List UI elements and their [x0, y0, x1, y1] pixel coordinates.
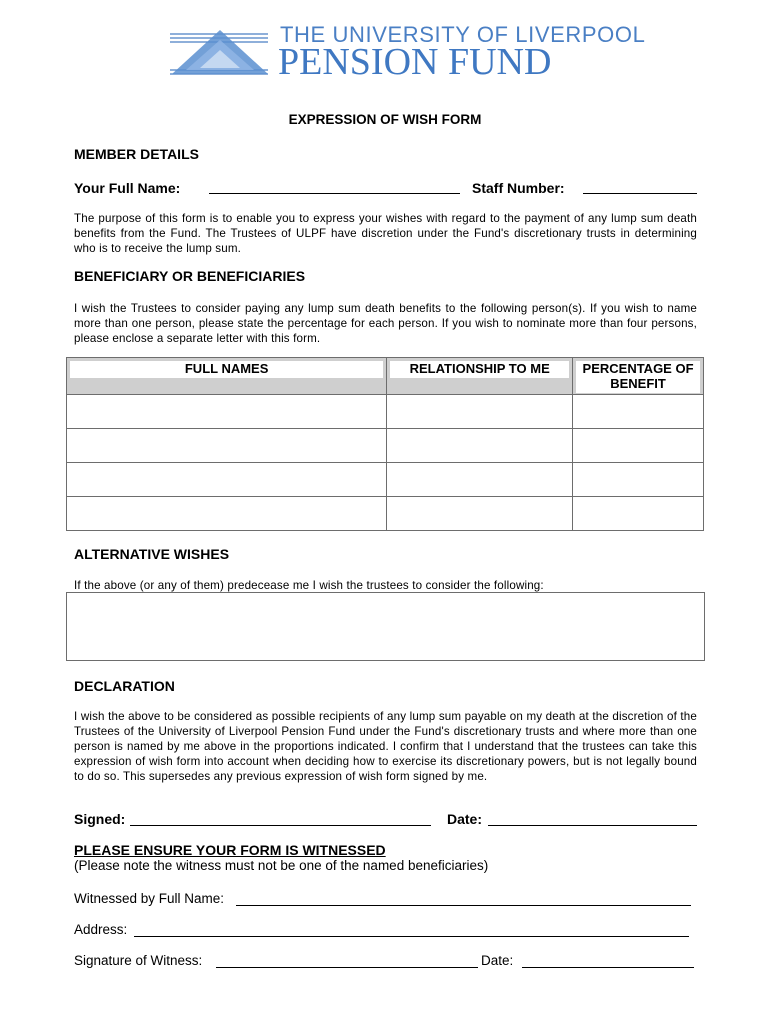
beneficiaries-instructions: I wish the Trustees to consider paying any lump sum death benefits to the following person(s). If you wish to name more than one person, please state the percentage for each person. If you wish to nominate more than four persons, please enclose a separate letter with this form. — [74, 302, 697, 345]
form-title: EXPRESSION OF WISH FORM — [288, 112, 482, 127]
witness-address-field[interactable] — [134, 936, 689, 937]
alternative-wishes-heading: ALTERNATIVE WISHES — [74, 546, 230, 562]
pension-fund-logo — [168, 22, 646, 83]
table-row — [67, 395, 704, 429]
member-details-heading: MEMBER DETAILS — [74, 146, 199, 162]
staff-number-field[interactable] — [583, 193, 697, 194]
date-label: Date: — [447, 811, 483, 827]
beneficiary-name-cell[interactable] — [67, 395, 387, 429]
declaration-heading: DECLARATION — [74, 678, 175, 694]
column-header-full-names: FULL NAMES — [67, 358, 387, 395]
table-row — [67, 429, 704, 463]
table-row — [67, 497, 704, 531]
beneficiary-name-cell[interactable] — [67, 429, 387, 463]
beneficiary-relationship-cell[interactable] — [387, 463, 573, 497]
logo-university-text: THE UNIVERSITY OF LIVERPOOL — [280, 22, 646, 47]
full-name-label: Your Full Name: — [74, 180, 181, 196]
column-header-relationship: RELATIONSHIP TO ME — [387, 358, 573, 395]
column-header-percentage: PERCENTAGE OF BENEFIT — [573, 358, 704, 395]
purpose-text: The purpose of this form is to enable you to express your wishes with regard to the payment of any lump sum death benefits from the Fund. The Trustees of ULPF have discretion under the Fund's discretionary trusts in determining who is to receive the lump sum. — [74, 212, 697, 255]
beneficiary-relationship-cell[interactable] — [387, 395, 573, 429]
witnessed-by-label: Witnessed by Full Name: — [74, 891, 225, 906]
logo-triangle-icon — [168, 26, 272, 78]
signature-field[interactable] — [130, 825, 431, 826]
signed-label: Signed: — [74, 811, 126, 827]
witness-date-label: Date: — [481, 953, 514, 968]
beneficiary-relationship-cell[interactable] — [387, 429, 573, 463]
beneficiary-percentage-cell[interactable] — [573, 395, 704, 429]
witness-note: (Please note the witness must not be one of the named beneficiaries) — [74, 858, 489, 873]
beneficiaries-heading: BENEFICIARY OR BENEFICIARIES — [74, 268, 306, 284]
logo-pension-fund-text: PENSION FUND — [278, 41, 552, 83]
beneficiaries-table — [66, 357, 704, 531]
witness-signature-field[interactable] — [216, 967, 478, 968]
table-row — [67, 463, 704, 497]
alternative-wishes-text: If the above (or any of them) predecease me I wish the trustees to consider the following: — [74, 579, 544, 592]
full-name-field[interactable] — [209, 193, 460, 194]
date-field[interactable] — [488, 825, 697, 826]
beneficiary-name-cell[interactable] — [67, 463, 387, 497]
beneficiary-percentage-cell[interactable] — [573, 429, 704, 463]
alternative-wishes-box[interactable] — [66, 592, 705, 661]
table-header-row — [67, 358, 704, 395]
witness-signature-label: Signature of Witness: — [74, 953, 203, 968]
declaration-text: I wish the above to be considered as possible recipients of any lump sum payable on my death at the discretion of the Trustees of the University of Liverpool Pension Fund under the Fund's discretionary trusts and where more than one person is named by me above in the proportions indicated. I confirm that I understand that the trustees can take this expression of wish form into account when deciding how to exercise its discretionary powers, but is not legally bound to do so. This supersedes any previous expression of wish form signed by me. — [74, 710, 697, 783]
beneficiary-name-cell[interactable] — [67, 497, 387, 531]
beneficiary-relationship-cell[interactable] — [387, 497, 573, 531]
witness-heading: PLEASE ENSURE YOUR FORM IS WITNESSED — [74, 842, 386, 858]
witness-name-field[interactable] — [236, 905, 691, 906]
address-label: Address: — [74, 922, 128, 937]
witness-date-field[interactable] — [522, 967, 694, 968]
beneficiary-percentage-cell[interactable] — [573, 497, 704, 531]
staff-number-label: Staff Number: — [472, 180, 565, 196]
beneficiary-percentage-cell[interactable] — [573, 463, 704, 497]
